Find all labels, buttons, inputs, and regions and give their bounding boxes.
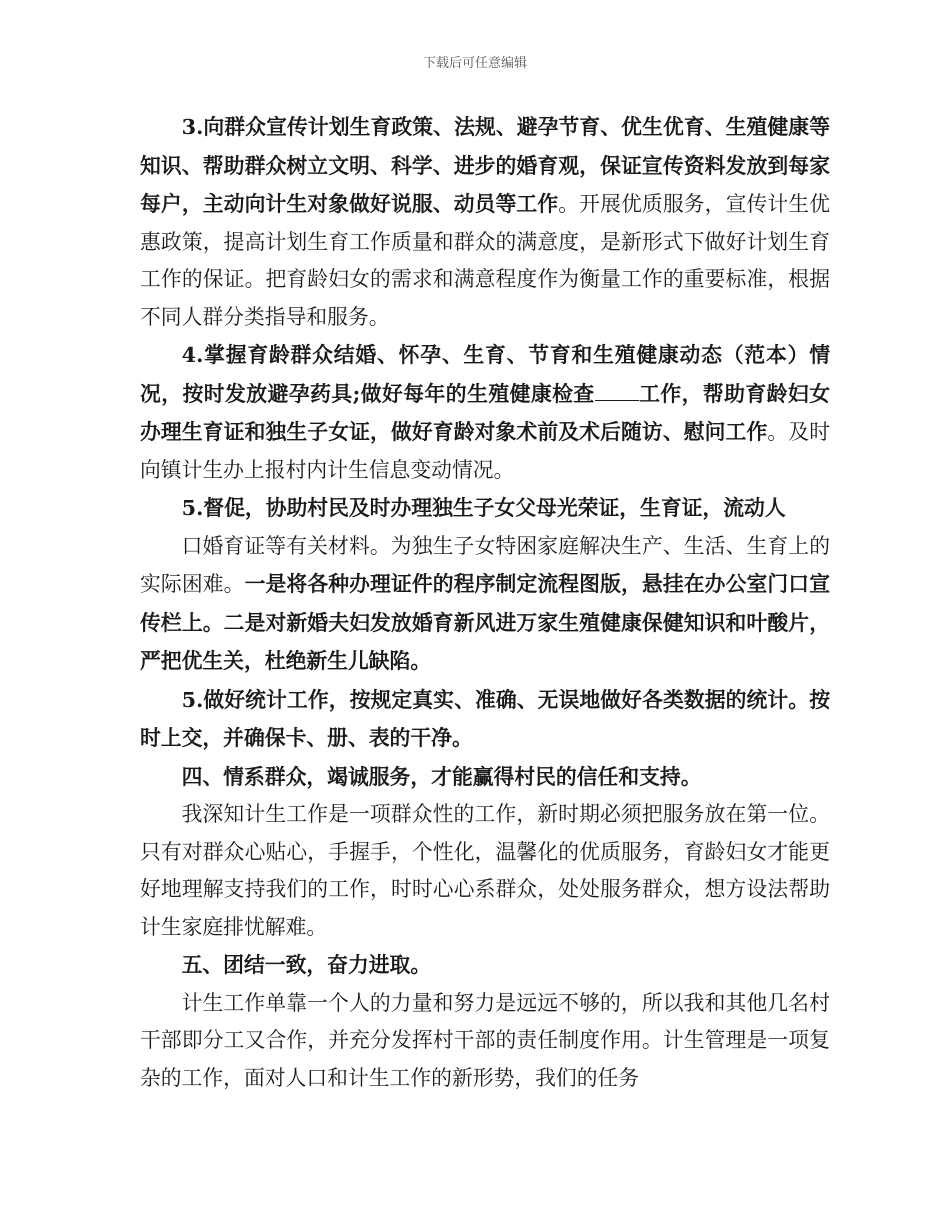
paragraph-4-bold-a: 4.掌握育龄群众结婚、怀孕、生育、节育和生殖健康动态（范本）情况，按时发放避孕药具;做好每年的生殖健康检查 [140, 342, 830, 406]
paragraph-4-text: 。及时向镇计生办上报村内计生信息变动情况。 [140, 420, 831, 482]
section-heading-4-text: 四、情系群众，竭诚服务，才能赢得村民的信任和支持。 [181, 763, 702, 789]
paragraph-3-text: 。开展优质服务，宣传计生优惠政策，提高计划生育工作质量和群众的满意度，是新形式下做好计划生育工作的保证。把育龄妇女的需求和满意程度作为衡量工作的重要标准，根据不同人群分类指导和服务。 [140, 192, 831, 329]
paragraph-5b [140, 681, 830, 758]
paragraph-5a-cont [140, 528, 830, 681]
paragraph-3-bold: 3.向群众宣传计划生育政策、法规、避孕节育、优生优育、生殖健康等知识、帮助群众树立文明、科学、进步的婚育观，保证宣传资料发放到每家每户，主动向计生对象做好说服、动员等工作 [140, 114, 830, 216]
paragraph-section-5 [140, 985, 830, 1098]
paragraph-5a-cont-bold: 一是将各种办理证件的程序制定流程图版，悬挂在办公室门口宣传栏上。二是对新婚夫妇发放婚育新风进万家生殖健康保健知识和叶酸片，严把优生关，杜绝新生儿缺陷。 [140, 571, 831, 673]
paragraph-5a [140, 489, 830, 528]
paragraph-section-4-text: 我深知计生工作是一项群众性的工作，新时期必须把服务放在第一位。只有对群众心贴心，手握手，个性化，温馨化的优质服务，育龄妇女才能更好地理解支持我们的工作，时时心心系群众，处处服务群众，想方设法帮助计生家庭排忧解难。 [140, 802, 830, 939]
section-heading-5 [140, 946, 830, 985]
paragraph-4-bold-b: 工作，帮助育龄妇女办理生育证和独生子女证，做好育龄对象术前及术后随访、慰问工作 [140, 380, 830, 444]
paragraph-5a-bold: 5.督促，协助村民及时办理独生子女父母光荣证，生育证，流动人 [181, 495, 786, 520]
paragraph-3 [140, 108, 830, 336]
section-heading-5-text: 五、团结一致，奋力进取。 [181, 952, 432, 977]
paragraph-5b-bold: 5.做好统计工作，按规定真实、准确、无误地做好各类数据的统计。按时上交，并确保卡、册、表的干净。 [140, 686, 830, 750]
paragraph-section-4 [140, 796, 830, 946]
document-body [140, 108, 830, 1097]
page-header-note: 下载后可任意编辑 [422, 56, 527, 71]
paragraph-5a-cont-text: 口婚育证等有关材料。为独生子女特困家庭解决生产、生活、生育上的实际困难。 [140, 533, 830, 596]
paragraph-section-5-text: 计生工作单靠一个人的力量和努力是远远不够的，所以我和其他几名村干部即分工又合作，并充分发挥村干部的责任制度作用。计生管理是一项复杂的工作，面对人口和计生工作的新形势，我们的任务 [140, 990, 830, 1090]
fill-in-blank [595, 382, 639, 401]
section-heading-4 [140, 758, 830, 797]
paragraph-4 [140, 336, 830, 489]
